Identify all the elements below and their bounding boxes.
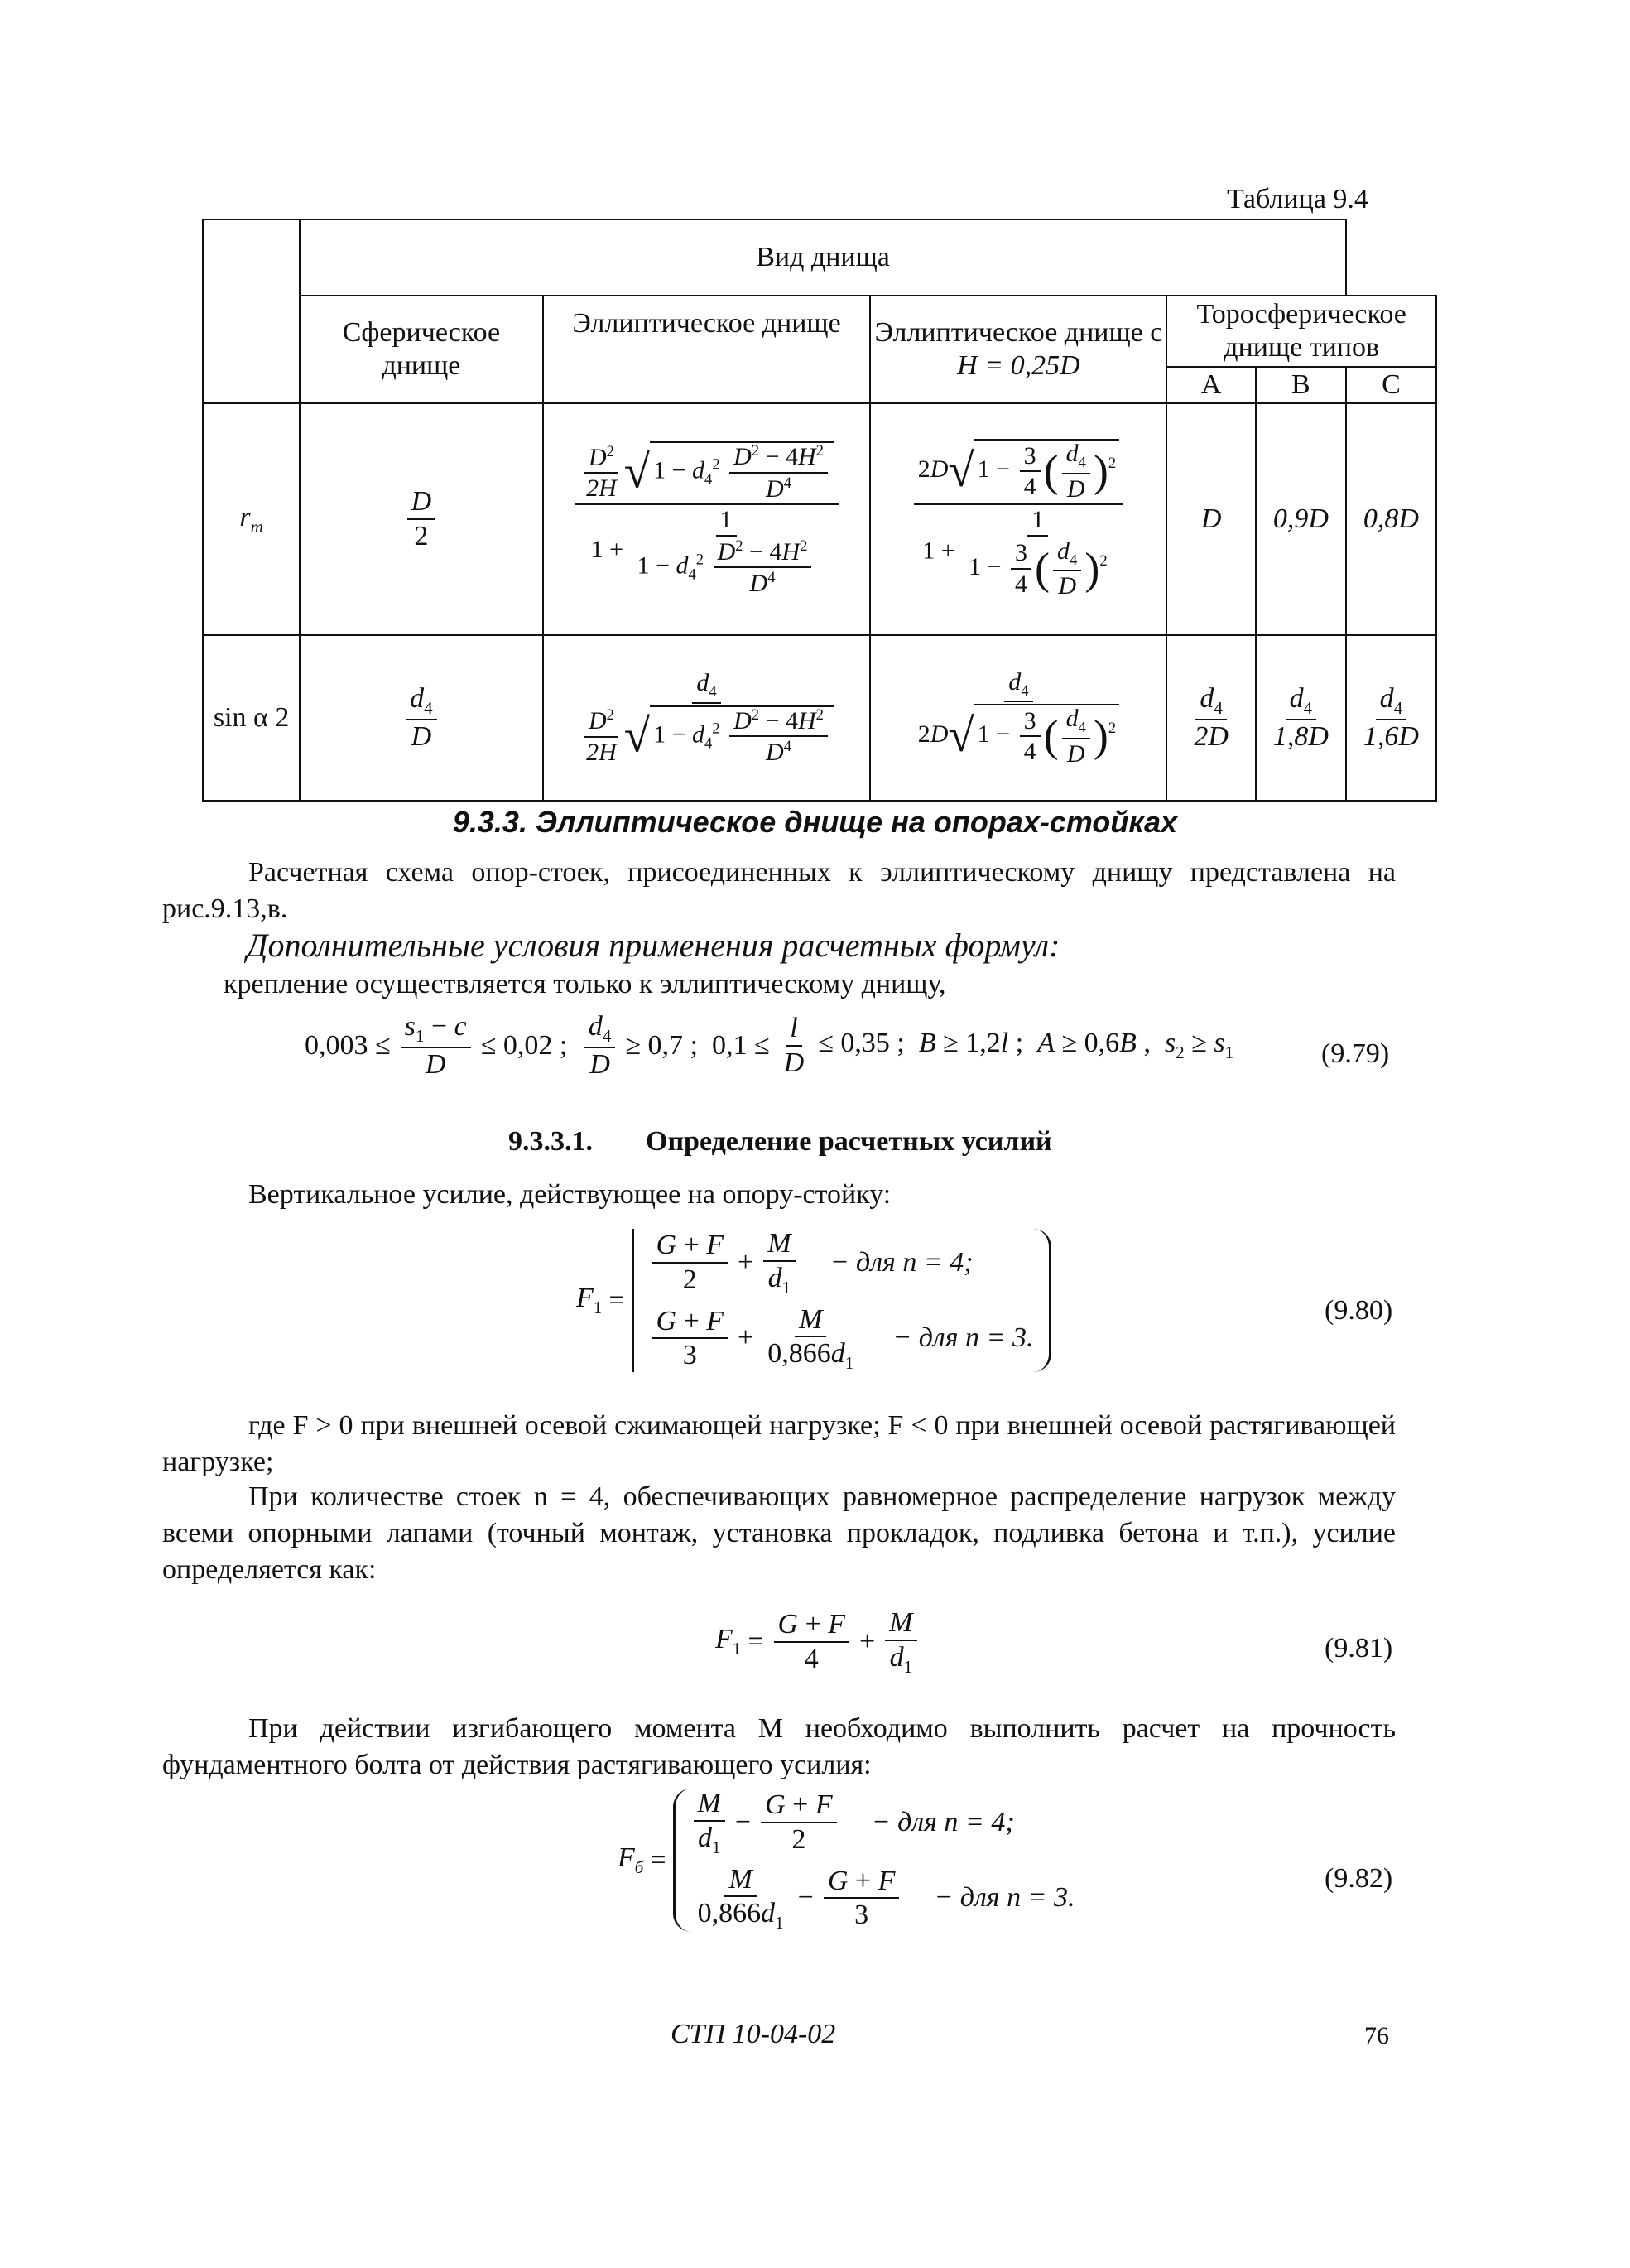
header-elliptic: Эллиптическое днище <box>543 296 871 403</box>
subsection-number: 9.3.3.1. <box>508 1126 593 1157</box>
paragraph-moment: При действии изгибающего момента M необходимо выполнить расчет на прочность фундаментного болта от действия растягивающего усилия: <box>162 1713 1396 1780</box>
table-caption: Таблица 9.4 <box>1227 184 1368 214</box>
paragraph-vertical-force: Вертикальное усилие, действующее на опору-стойку: <box>248 1179 892 1210</box>
section-title: 9.3.3. Эллиптическое днище на опорах-стойках <box>452 805 1178 839</box>
type-c: C <box>1346 367 1436 403</box>
equation-9-81: $F_1$ = $\frac{G + F}{4}$ + M $d_1$ <box>715 1608 921 1676</box>
cell-sin-a: $\frac{d_4}{2D}$ <box>1166 635 1255 801</box>
cell-rm-spherical: $\frac{D}{2}$ <box>300 403 542 635</box>
header-elliptic-h-cond: H = 0,25D <box>957 350 1080 381</box>
paragraph-count: При количестве стоек n = 4, обеспечивающих равномерное распределение нагрузок между всеми опорными лапами (точный монтаж, установка прокладок, подливка бетона и т.п.), усилие определяется как: <box>162 1481 1396 1585</box>
table-9-4 <box>202 219 1437 802</box>
type-a: A <box>1166 367 1255 403</box>
paragraph-attachment: крепление осуществляется только к эллиптическому днищу, <box>224 969 946 999</box>
subtitle-conditions: Дополнительные условия применения расчетных формул: <box>247 927 1060 964</box>
equation-number-9-81: (9.81) <box>1325 1633 1393 1664</box>
equation-9-79: 0,003 ≤ $\frac{s_1 - c}{D}$ ≤ 0,02 ; $\frac{d_4}{D}$ ≥ 0,7 ; 0,1 ≤ $\frac{l}{D}$ ≤ 0,35 ; B ≥ 1,2l ; A ≥ 0,6B , $s_2 \ge s_1$ <box>305 1011 1234 1080</box>
subsection-title: Определение расчетных усилий <box>646 1126 1052 1157</box>
cell-sin-b: $\frac{d_4}{1,8D}$ <box>1256 635 1346 801</box>
cell-sin-elliptic-h: $d_4$ 2D√ 1 − $\frac{3}{4}$ ( $\frac{d_4}{D}$ )$^2$ <box>870 635 1166 801</box>
header-spherical: Сферическое днище <box>300 296 542 403</box>
table-corner-cell <box>203 219 300 403</box>
paragraph-where: где F > 0 при внешней осевой сжимающей нагрузке; F < 0 при внешней осевой растягивающей нагрузке; <box>162 1410 1396 1477</box>
row-label-sin: sin α 2 <box>203 635 300 801</box>
cell-rm-a: D <box>1166 403 1255 635</box>
page-number: 76 <box>1364 2022 1389 2049</box>
cell-sin-c: $\frac{d_4}{1,6D}$ <box>1346 635 1436 801</box>
equation-9-82: $F_б$ = M $d_1$ − G + F 2 − для n = 4; M $0,866d_1$ − G + F 3 − для n = 3. <box>618 1788 1075 1933</box>
cell-sin-elliptic: $d_4$ $\frac{D^2}{2H}$ √ $1 - d_4^2$ $\frac{D^2 - 4H^2}{D^4}$ <box>543 635 871 801</box>
footer-doc-code: СТП 10-04-02 <box>671 2019 836 2049</box>
equation-9-80: $F_1$ = G + F 2 + M $d_1$ − для n = 4; G + F 3 + M $0,866d_1$ − для n = 3. <box>576 1229 1051 1372</box>
cell-rm-b: 0,9D <box>1256 403 1346 635</box>
type-b: B <box>1256 367 1346 403</box>
header-torospherical: Торосферическое днище типов <box>1166 296 1436 367</box>
header-elliptic-h-text: Эллиптическое днище с <box>874 317 1163 348</box>
group-header: Вид днища <box>300 219 1346 296</box>
header-elliptic-h <box>870 296 1166 403</box>
equation-number-9-80: (9.80) <box>1325 1295 1393 1326</box>
cell-sin-spherical: $\frac{d_4}{D}$ <box>300 635 542 801</box>
cell-rm-elliptic: $\frac{D^2}{2H}$ √ $1 - d_4^2$ $\frac{D^2 - 4H^2}{D^4}$ 1 + 1 $1 - d_4^2$ $\frac{D^2 - 4H^2}{D^4}$ <box>543 403 871 635</box>
equation-number-9-79: (9.79) <box>1321 1038 1390 1069</box>
row-label-rm: $r_m$ <box>203 403 300 635</box>
cell-rm-elliptic-h: 2D√ 1 − $\frac{3}{4}$ ( $\frac{d_4}{D}$ )$^2$ 1 + 1 1 − $\frac{3}{4}$ ( $\frac{d_4}{D}$ )$^2$ <box>870 403 1166 635</box>
cell-rm-c: 0,8D <box>1346 403 1436 635</box>
equation-number-9-82: (9.82) <box>1325 1863 1393 1894</box>
paragraph-scheme: Расчетная схема опор-стоек, присоединенных к эллиптическому днищу представлена на рис.9.13,в. <box>162 857 1396 924</box>
